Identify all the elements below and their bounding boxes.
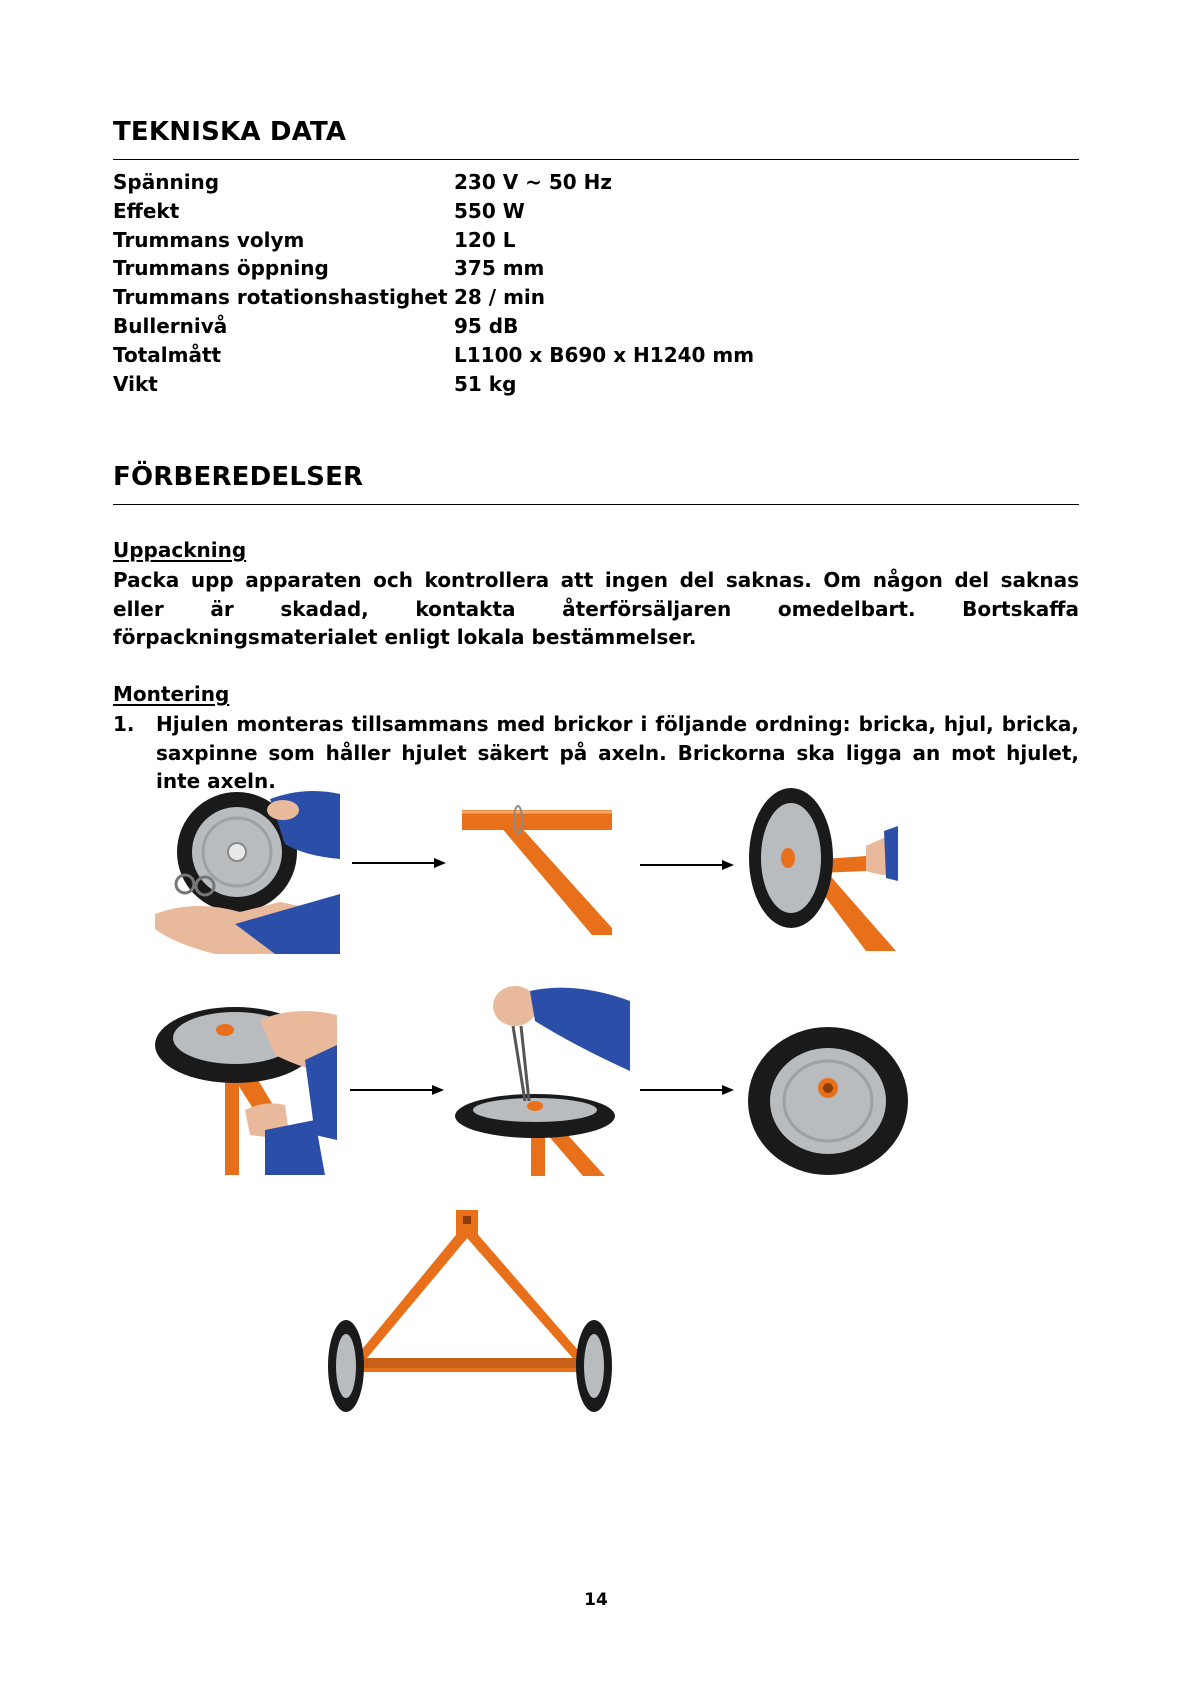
photo-inserting-cotter-pin: [455, 976, 630, 1176]
page-number: 14: [584, 1590, 608, 1610]
spec-value: 51 kg: [454, 371, 517, 396]
spec-value: 28 / min: [454, 285, 545, 310]
spec-value: 95 dB: [454, 313, 519, 338]
arrow-right-icon: [352, 855, 447, 871]
photo-frame-axle: [462, 798, 612, 935]
spec-label: Totalmått: [113, 342, 222, 367]
spec-label: Vikt: [113, 371, 158, 396]
spec-label: Trummans öppning: [113, 256, 329, 281]
arrow-right-icon: [640, 1082, 735, 1098]
spec-label: Effekt: [113, 198, 180, 223]
spec-value: 120 L: [454, 227, 516, 252]
arrow-right-icon: [350, 1082, 445, 1098]
section-title-technical-data: TEKNISKA DATA: [113, 117, 347, 147]
subheading-unpacking: Uppackning: [113, 538, 247, 562]
arrow-right-icon: [640, 857, 735, 873]
section-divider: [113, 504, 1079, 505]
photo-wheel-on-axle: [746, 786, 898, 951]
subheading-assembly: Montering: [113, 682, 230, 706]
photo-finished-wheel: [746, 1026, 910, 1176]
spec-value: 230 V ~ 50 Hz: [454, 170, 613, 194]
spec-value: 550 W: [454, 198, 525, 223]
spec-label: Trummans rotationshastighet: [113, 285, 448, 310]
step-text: Hjulen monteras tillsammans med brickor i följande ordning: bricka, hjul, bricka, saxpinne som håller hjulet säkert på axeln. Brickorna ska ligga an mot hjulet, inte axeln.: [156, 712, 1079, 793]
spec-label: Trummans volym: [113, 227, 305, 252]
photo-fitting-washer: [155, 1000, 337, 1175]
section-divider: [113, 159, 1079, 160]
assembly-step: [113, 710, 1079, 796]
spec-label: Spänning: [113, 170, 220, 194]
photo-wheel-and-washers: [155, 784, 340, 954]
unpacking-text: Packa upp apparaten och kontrollera att ingen del saknas. Om någon del saknas eller är skadad, kontakta återförsäljaren omedelbart. Bortskaffa förpackningsmaterialet enligt lokala bestämmelser.: [113, 568, 1079, 649]
spec-value: L1100 x B690 x H1240 mm: [454, 342, 755, 367]
spec-label: Bullernivå: [113, 313, 228, 338]
photo-assembled-frame: [322, 1208, 617, 1414]
section-title-preparations: FÖRBEREDELSER: [113, 462, 364, 492]
step-number: 1.: [113, 712, 135, 736]
spec-value: 375 mm: [454, 256, 545, 281]
